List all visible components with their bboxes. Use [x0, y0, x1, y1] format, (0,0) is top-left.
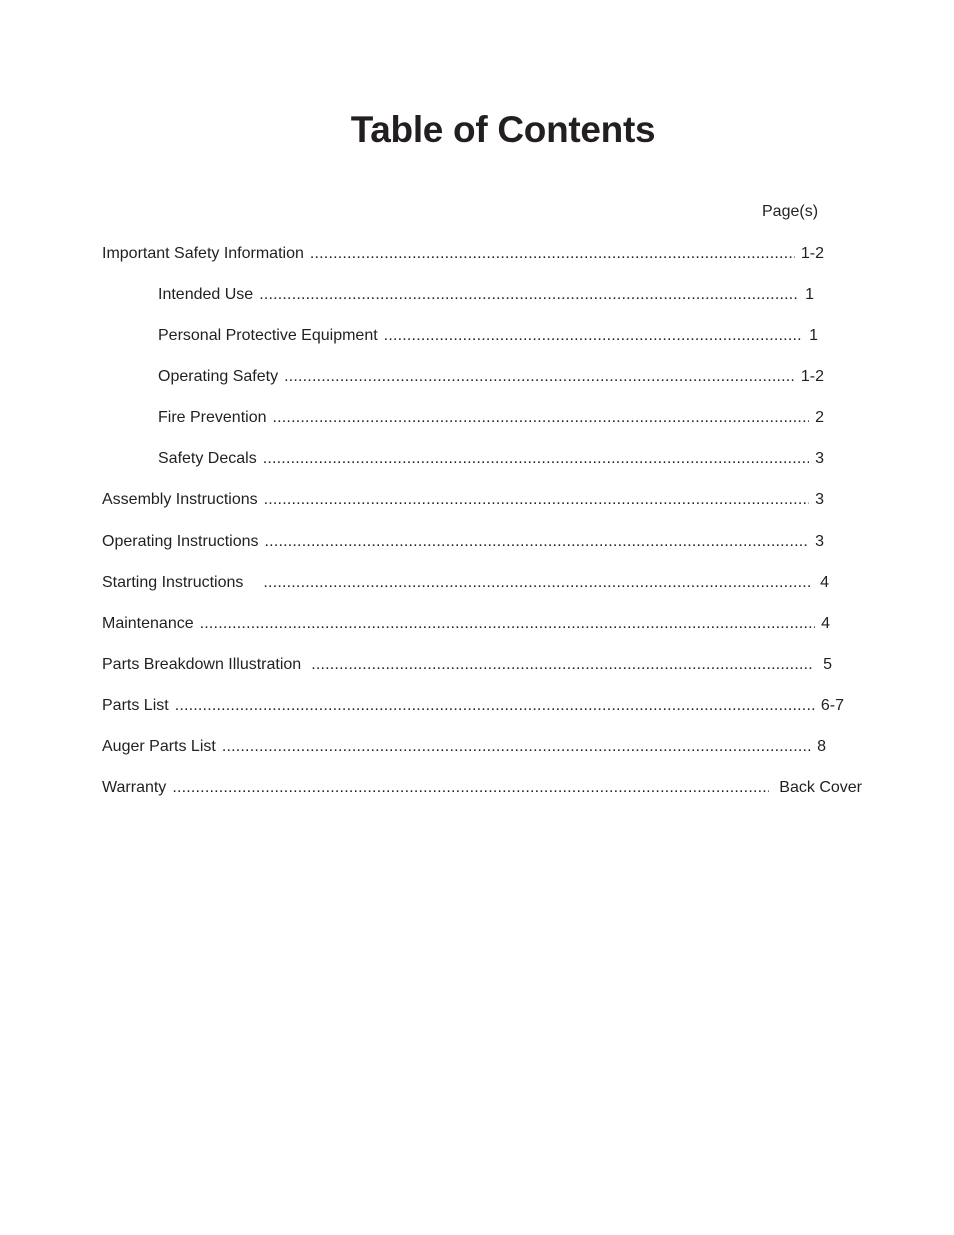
toc-entry [158, 285, 814, 304]
toc-entry-page: 6-7 [820, 697, 844, 714]
toc-entry-label: Warranty [102, 779, 167, 796]
toc-entry-label: Fire Prevention [158, 409, 267, 426]
toc-entry-page: 5 [823, 656, 832, 673]
toc-entry [158, 367, 824, 386]
toc-entry-page: 1-2 [800, 245, 824, 262]
toc-entry [102, 737, 826, 756]
toc-entry-label: Operating Safety [158, 368, 279, 385]
toc-entry-page: 4 [820, 574, 829, 591]
toc-leader-dots [310, 244, 795, 263]
toc-leader-dots [311, 655, 813, 674]
toc-entry-page: Back Cover [779, 779, 862, 796]
toc-entry [102, 573, 829, 592]
pages-column-header: Page(s) [762, 203, 819, 220]
toc-entry [158, 449, 824, 468]
toc-entry [102, 655, 832, 674]
toc-leader-dots [273, 408, 810, 427]
toc-entry-label: Parts List [102, 697, 169, 714]
toc-entry [102, 490, 824, 509]
toc-entry [158, 326, 818, 345]
toc-leader-dots [200, 614, 815, 633]
toc-entry-page: 3 [815, 491, 824, 508]
toc-leader-dots [384, 326, 803, 345]
toc-entry-page: 1-2 [800, 368, 824, 385]
toc-entry [102, 532, 824, 551]
toc-leader-dots [263, 449, 809, 468]
toc-entry-page: 1 [809, 327, 818, 344]
toc-entry-label: Starting Instructions [102, 574, 244, 591]
toc-entry-label: Personal Protective Equipment [158, 327, 378, 344]
toc-entry-page: 3 [815, 533, 824, 550]
toc-entry-label: Assembly Instructions [102, 491, 258, 508]
toc-leader-dots [175, 696, 815, 715]
toc-entry-page: 2 [815, 409, 824, 426]
toc-entry-page: 1 [805, 286, 814, 303]
page-title: Table of Contents [350, 109, 656, 150]
toc-entry [102, 244, 824, 263]
toc-entry [102, 614, 830, 633]
toc-entry [158, 408, 824, 427]
toc-entry-page: 8 [817, 738, 826, 755]
toc-leader-dots [264, 490, 809, 509]
toc-leader-dots [172, 778, 769, 797]
toc-entry [102, 778, 862, 797]
toc-leader-dots [259, 285, 799, 304]
toc-leader-dots [265, 532, 810, 551]
toc-entry-label: Maintenance [102, 615, 194, 632]
toc-entry-label: Important Safety Information [102, 245, 304, 262]
toc-entry-label: Parts Breakdown Illustration [102, 656, 302, 673]
toc-entry-page: 4 [821, 615, 830, 632]
toc-entry-page: 3 [815, 450, 824, 467]
toc-entry-label: Safety Decals [158, 450, 257, 467]
toc-entry-label: Intended Use [158, 286, 254, 303]
toc-leader-dots [222, 737, 811, 756]
toc-entry [102, 696, 844, 715]
toc-entry-label: Auger Parts List [102, 738, 216, 755]
toc-leader-dots [263, 573, 810, 592]
toc-leader-dots [284, 367, 795, 386]
toc-entry-label: Operating Instructions [102, 533, 259, 550]
